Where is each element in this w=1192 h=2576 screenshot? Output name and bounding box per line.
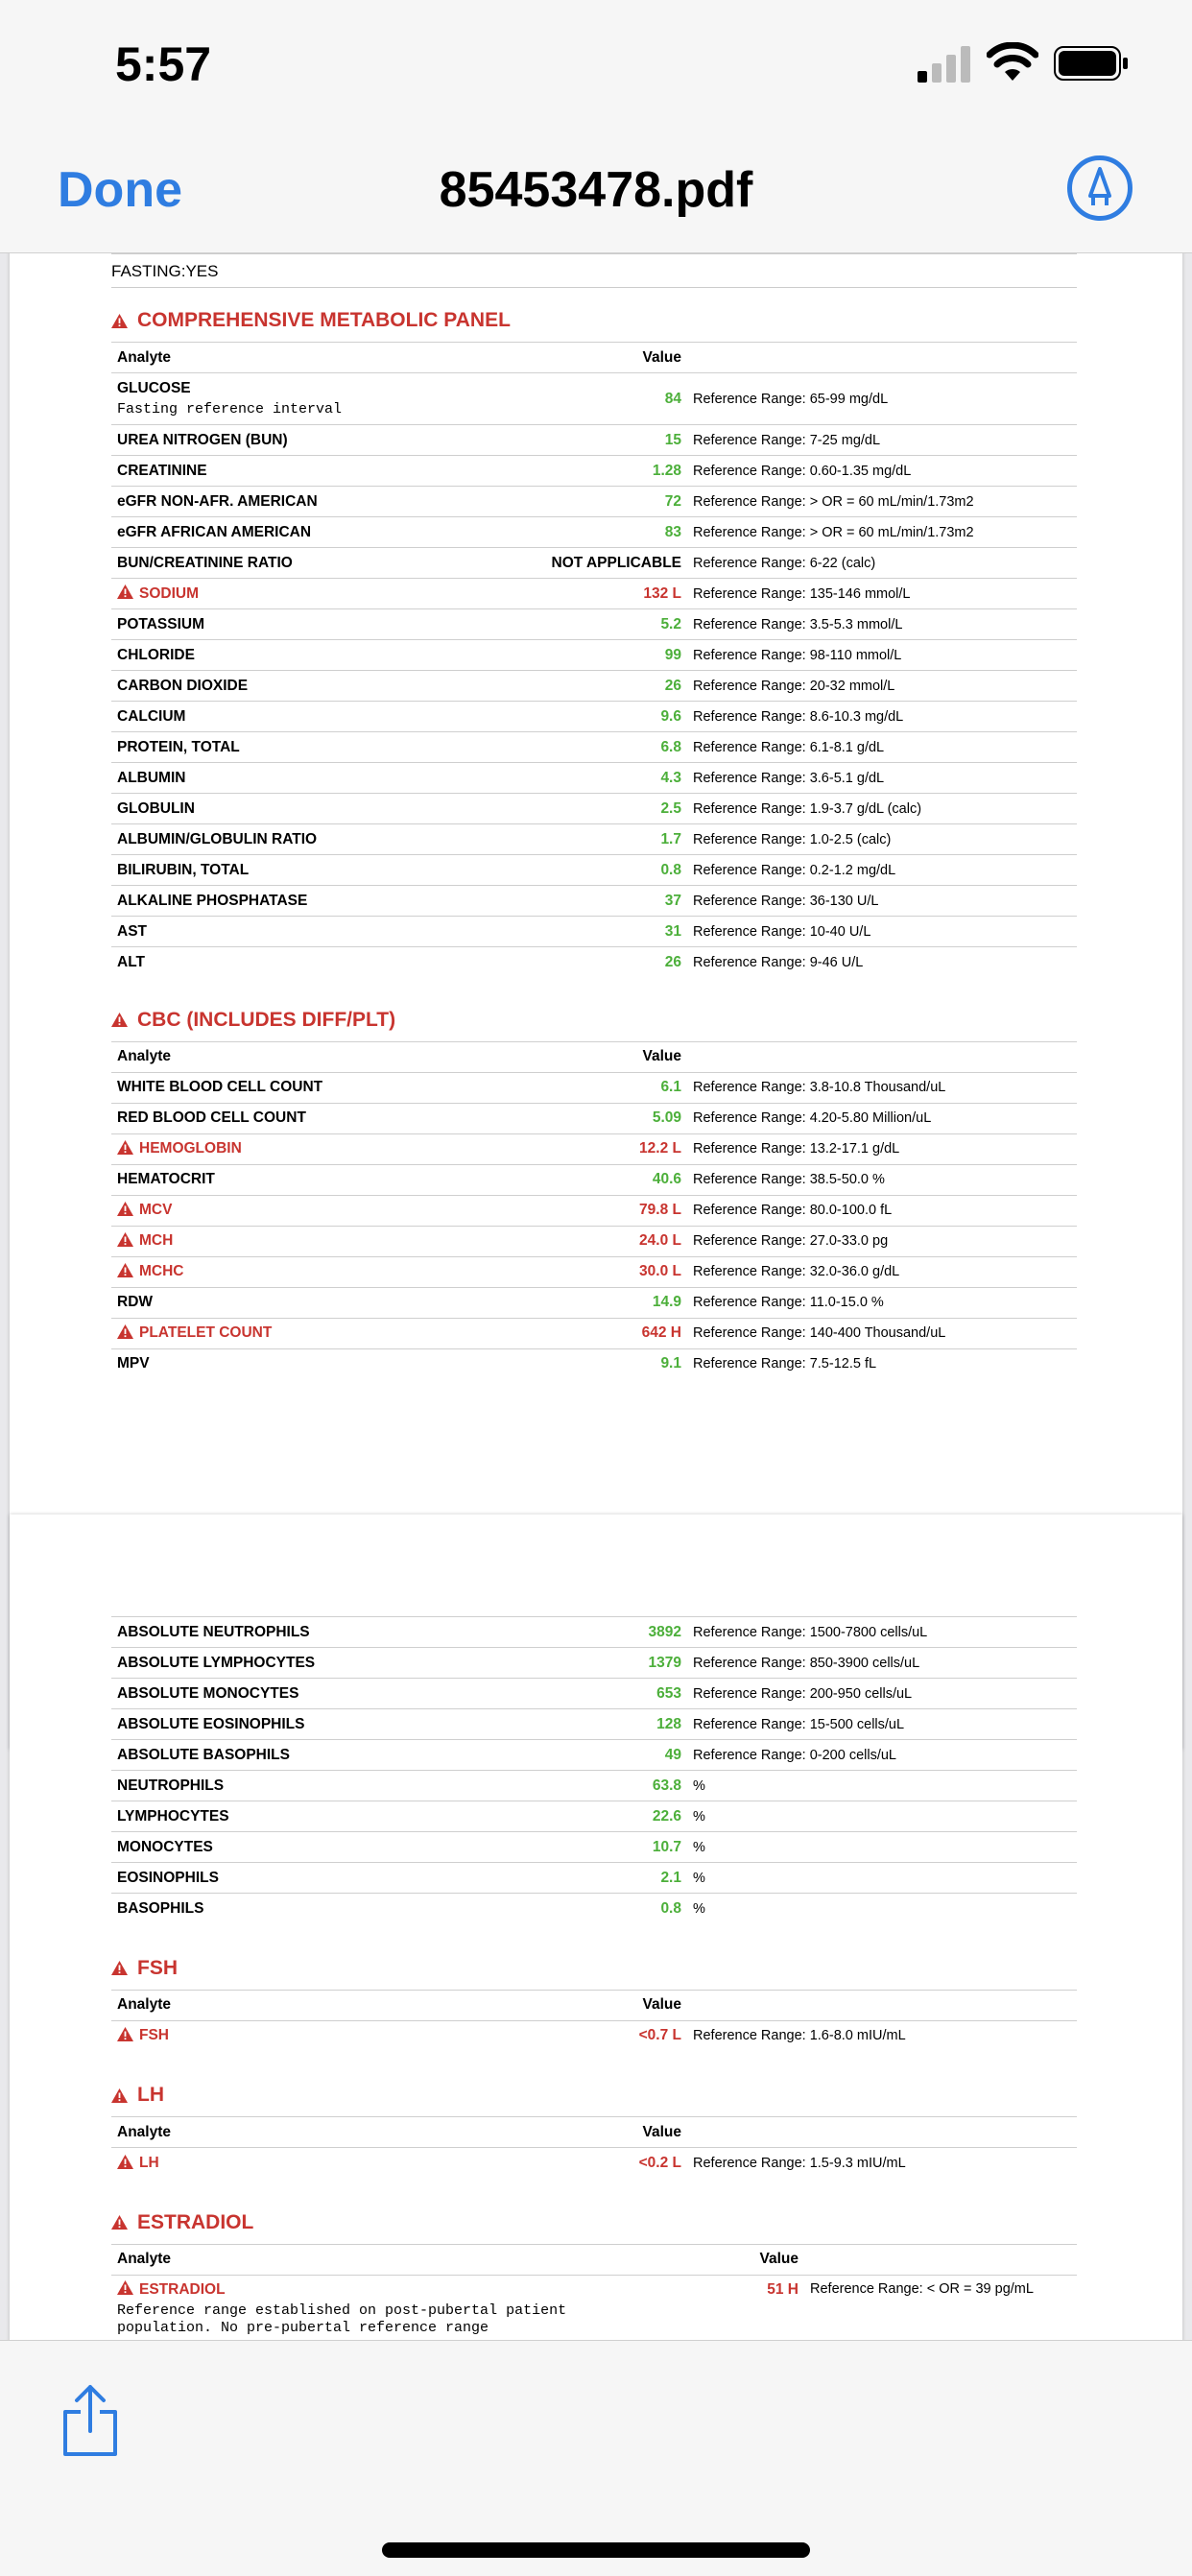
analyte-value: 5.09 [543,1103,687,1133]
reference-range: Reference Range: 4.20-5.80 Million/uL [687,1103,1077,1133]
diff-table [111,1616,1077,1924]
section-title-text: ESTRADIOL [137,2210,254,2233]
reference-range: Reference Range: 1.9-3.7 g/dL (calc) [687,794,1077,824]
col-value: Value [660,2244,804,2275]
analyte-label: LYMPHOCYTES [117,1807,229,1825]
battery-icon [1054,46,1129,81]
reference-range: Reference Range: 36-130 U/L [687,886,1077,917]
col-analyte: Analyte [111,2117,543,2148]
col-value: Value [543,1990,687,2020]
nav-bar [0,134,1192,253]
analyte-value: 49 [543,1740,687,1771]
reference-range: Reference Range: 6-22 (calc) [687,548,1077,579]
analyte-value: 0.8 [543,1894,687,1924]
analyte-value: 30.0 L [543,1256,687,1287]
analyte-label: SODIUM [139,584,199,602]
analyte-label: HEMOGLOBIN [139,1140,242,1157]
table-row [111,1771,1077,1801]
reference-range: Reference Range: 65-99 mg/dL [687,373,1077,425]
analyte-note: Fasting reference interval [117,400,343,417]
warning-triangle-icon [117,1202,133,1216]
cellular-signal-icon [918,46,971,83]
analyte-name [111,548,543,579]
section-estradiol [111,2211,1077,2234]
analyte-value: 4.3 [543,763,687,794]
analyte-value: 63.8 [543,1771,687,1801]
analyte-name [111,517,543,548]
table-row [111,917,1077,947]
analyte-label: RED BLOOD CELL COUNT [117,1109,306,1126]
analyte-label: CHLORIDE [117,646,195,663]
analyte-label: CREATININE [117,462,207,479]
analyte-name [111,917,543,947]
reference-range: % [687,1801,1077,1832]
analyte-name [111,732,543,763]
table-row [111,671,1077,702]
warning-triangle-icon [117,1140,133,1155]
section-title-text: COMPREHENSIVE METABOLIC PANEL [137,309,511,331]
analyte-label: BILIRUBIN, TOTAL [117,861,250,878]
reference-range: Reference Range: 32.0-36.0 g/dL [687,1256,1077,1287]
analyte-name [111,2020,543,2051]
table-row [111,1617,1077,1648]
analyte-value: 24.0 L [543,1226,687,1256]
analyte-name [111,763,543,794]
table-row [111,548,1077,579]
analyte-value: 6.1 [543,1072,687,1103]
analyte-name [111,1195,543,1226]
analyte-value: <0.7 L [543,2020,687,2051]
warning-triangle-icon [117,2280,133,2295]
reference-range: % [687,1832,1077,1863]
table-row [111,1894,1077,1924]
analyte-label: ALBUMIN/GLOBULIN RATIO [117,830,318,847]
table-row [111,947,1077,978]
analyte-name [111,425,543,456]
reference-range: Reference Range: > OR = 60 mL/min/1.73m2 [687,517,1077,548]
table-row [111,2148,1077,2179]
analyte-label: RDW [117,1294,154,1310]
bottom-toolbar [0,2340,1192,2576]
reference-range: % [687,1771,1077,1801]
warning-triangle-icon [117,1232,133,1247]
table-row [111,886,1077,917]
table-row [111,732,1077,763]
reference-range: % [687,1894,1077,1924]
analyte-label: GLOBULIN [117,799,195,817]
reference-range: Reference Range: 10-40 U/L [687,917,1077,947]
analyte-value: 9.1 [543,1348,687,1379]
analyte-name [111,1318,543,1348]
table-row [111,1226,1077,1256]
analyte-label: GLUCOSE [117,379,191,396]
table-row [111,640,1077,671]
analyte-label: ALT [117,953,145,970]
analyte-label: ALBUMIN [117,769,186,786]
table-row [111,1133,1077,1164]
analyte-name [111,1801,543,1832]
analyte-value: <0.2 L [543,2148,687,2179]
analyte-name [111,1226,543,1256]
analyte-value: 3892 [543,1617,687,1648]
section-fsh [111,1957,1077,1980]
reference-range: Reference Range: 1500-7800 cells/uL [687,1617,1077,1648]
table-header-row [111,2244,1077,2275]
analyte-value: 653 [543,1679,687,1709]
analyte-value: 37 [543,886,687,917]
reference-range: Reference Range: 7-25 mg/dL [687,425,1077,456]
table-row [111,579,1077,609]
analyte-name [111,794,543,824]
reference-range: Reference Range: 3.8-10.8 Thousand/uL [687,1072,1077,1103]
analyte-name [111,1348,543,1379]
section-title-text: LH [137,2084,164,2106]
analyte-value: 128 [543,1709,687,1740]
analyte-name [111,2148,543,2179]
reference-range: Reference Range: 7.5-12.5 fL [687,1348,1077,1379]
analyte-name [111,671,543,702]
analyte-name [111,487,543,517]
table-row [111,1103,1077,1133]
analyte-label: ABSOLUTE LYMPHOCYTES [117,1654,316,1671]
analyte-value: 84 [543,373,687,425]
table-row [111,2020,1077,2051]
table-header-row [111,1041,1077,1072]
col-analyte: Analyte [111,1041,543,1072]
analyte-name [111,1256,543,1287]
reference-range: Reference Range: 8.6-10.3 mg/dL [687,702,1077,732]
analyte-name [111,456,543,487]
analyte-label: MONOCYTES [117,1838,213,1855]
analyte-label: BUN/CREATININE RATIO [117,554,293,571]
table-row [111,1256,1077,1287]
reference-range: Reference Range: 1.0-2.5 (calc) [687,824,1077,855]
table-row [111,763,1077,794]
table-row [111,1287,1077,1318]
reference-range: Reference Range: 3.5-5.3 mmol/L [687,609,1077,640]
analyte-name [111,2275,660,2337]
reference-range: Reference Range: 135-146 mmol/L [687,579,1077,609]
analyte-value: NOT APPLICABLE [543,548,687,579]
analyte-name [111,1709,543,1740]
analyte-value: 15 [543,425,687,456]
table-row [111,1709,1077,1740]
reference-range: Reference Range: 140-400 Thousand/uL [687,1318,1077,1348]
warning-triangle-icon [117,1263,133,1277]
reference-range: Reference Range: 38.5-50.0 % [687,1164,1077,1195]
analyte-name [111,1894,543,1924]
col-analyte: Analyte [111,1990,543,2020]
analyte-label: ABSOLUTE EOSINOPHILS [117,1715,305,1732]
analyte-label: eGFR NON-AFR. AMERICAN [117,492,318,510]
analyte-value: 132 L [543,579,687,609]
warning-triangle-icon [111,2088,128,2103]
table-row [111,1164,1077,1195]
table-row [111,1072,1077,1103]
status-bar [0,0,1192,134]
analyte-value: 1.7 [543,824,687,855]
reference-range: Reference Range: 11.0-15.0 % [687,1287,1077,1318]
analyte-name [111,1133,543,1164]
warning-triangle-icon [111,2215,128,2230]
analyte-name [111,1863,543,1894]
analyte-name [111,1740,543,1771]
reference-range: Reference Range: 200-950 cells/uL [687,1679,1077,1709]
analyte-value: 99 [543,640,687,671]
reference-range: Reference Range: 1.6-8.0 mIU/mL [687,2020,1077,2051]
analyte-label: AST [117,922,147,940]
share-icon[interactable] [60,2383,121,2458]
table-row [111,1863,1077,1894]
table-header-row [111,1990,1077,2020]
table-header-row [111,2117,1077,2148]
table-header-row [111,343,1077,373]
analyte-label: ABSOLUTE BASOPHILS [117,1746,290,1763]
col-analyte: Analyte [111,2244,660,2275]
section-lh [111,2084,1077,2107]
analyte-label: EOSINOPHILS [117,1869,219,1886]
analyte-name [111,1072,543,1103]
warning-triangle-icon [117,2027,133,2041]
analyte-value: 9.6 [543,702,687,732]
table-row [111,425,1077,456]
analyte-value: 12.2 L [543,1133,687,1164]
analyte-value: 0.8 [543,855,687,886]
table-row [111,824,1077,855]
markup-button[interactable] [1067,155,1132,221]
analyte-value: 31 [543,917,687,947]
analyte-label: POTASSIUM [117,615,204,632]
wifi-icon [987,42,1038,83]
analyte-value: 26 [543,671,687,702]
table-row [111,855,1077,886]
analyte-label: ABSOLUTE NEUTROPHILS [117,1623,310,1640]
analyte-label: eGFR AFRICAN AMERICAN [117,523,312,540]
table-row [111,609,1077,640]
analyte-value: 642 H [543,1318,687,1348]
analyte-label: LH [139,2154,159,2171]
analyte-value: 83 [543,517,687,548]
reference-range: Reference Range: 80.0-100.0 fL [687,1195,1077,1226]
cbc-table [111,1041,1077,1380]
analyte-label: PROTEIN, TOTAL [117,738,240,755]
reference-range: Reference Range: > OR = 60 mL/min/1.73m2 [687,487,1077,517]
done-button[interactable]: Done [58,162,182,218]
analyte-value: 79.8 L [543,1195,687,1226]
reference-range: Reference Range: 98-110 mmol/L [687,640,1077,671]
section-cbc [111,1009,1077,1032]
analyte-name [111,1832,543,1863]
section-title-text: FSH [137,1956,178,1979]
reference-range: Reference Range: 13.2-17.1 g/dL [687,1133,1077,1164]
analyte-name [111,824,543,855]
analyte-name [111,855,543,886]
reference-range: Reference Range: 27.0-33.0 pg [687,1226,1077,1256]
table-row [111,456,1077,487]
table-row [111,1832,1077,1863]
analyte-name [111,1103,543,1133]
analyte-name [111,609,543,640]
analyte-name [111,886,543,917]
reference-range: Reference Range: 6.1-8.1 g/dL [687,732,1077,763]
analyte-value: 1379 [543,1648,687,1679]
table-row [111,2275,1077,2337]
section-cmp [111,309,1077,332]
analyte-name [111,1771,543,1801]
reference-range: Reference Range: 3.6-5.1 g/dL [687,763,1077,794]
reference-range: % [687,1863,1077,1894]
analyte-name [111,373,543,425]
table-row [111,1648,1077,1679]
analyte-label: BASOPHILS [117,1899,204,1917]
analyte-name [111,702,543,732]
analyte-value: 14.9 [543,1287,687,1318]
table-row [111,373,1077,425]
analyte-label: FSH [139,2027,169,2044]
table-row [111,1348,1077,1379]
analyte-name [111,1164,543,1195]
reference-range: Reference Range: 0-200 cells/uL [687,1740,1077,1771]
analyte-value: 2.5 [543,794,687,824]
analyte-value: 22.6 [543,1801,687,1832]
analyte-label: WHITE BLOOD CELL COUNT [117,1079,323,1095]
analyte-label: MPV [117,1355,150,1372]
reference-range: Reference Range: 0.60-1.35 mg/dL [687,456,1077,487]
home-indicator[interactable] [382,2542,810,2558]
table-row [111,1195,1077,1226]
analyte-value: 6.8 [543,732,687,763]
table-row [111,1801,1077,1832]
table-row [111,1679,1077,1709]
analyte-name [111,1617,543,1648]
warning-triangle-icon [111,314,128,328]
reference-range: Reference Range: 15-500 cells/uL [687,1709,1077,1740]
analyte-name [111,640,543,671]
analyte-label: MCV [139,1202,173,1218]
warning-triangle-icon [117,2155,133,2169]
cmp-table [111,342,1077,978]
warning-triangle-icon [111,1961,128,1975]
analyte-value: 5.2 [543,609,687,640]
table-row [111,702,1077,732]
warning-triangle-icon [111,1013,128,1027]
reference-range: Reference Range: 20-32 mmol/L [687,671,1077,702]
col-value: Value [543,1041,687,1072]
analyte-label: MCHC [139,1263,184,1279]
analyte-value: 2.1 [543,1863,687,1894]
reference-range: Reference Range: 1.5-9.3 mIU/mL [687,2148,1077,2179]
pdf-page-2 [10,1515,1182,2340]
pen-circle-icon [1081,167,1119,209]
section-title-text: CBC (INCLUDES DIFF/PLT) [137,1008,396,1031]
analyte-name [111,579,543,609]
analyte-value: 10.7 [543,1832,687,1863]
analyte-label: NEUTROPHILS [117,1777,225,1794]
analyte-label: PLATELET COUNT [139,1324,273,1341]
reference-range: Reference Range: < OR = 39 pg/mL [804,2275,1077,2337]
fasting-status: FASTING:YES [111,253,1077,288]
table-row [111,1318,1077,1348]
analyte-value: 72 [543,487,687,517]
table-row [111,487,1077,517]
status-time: 5:57 [115,37,212,91]
analyte-value: 26 [543,947,687,978]
table-row [111,794,1077,824]
document-title: 85453478.pdf [439,162,753,218]
fsh-table [111,1990,1077,2052]
estradiol-table [111,2244,1077,2337]
warning-triangle-icon [117,1324,133,1339]
analyte-label: CALCIUM [117,707,186,725]
analyte-name [111,1287,543,1318]
reference-range: Reference Range: 9-46 U/L [687,947,1077,978]
analyte-note: Reference range established on post-pubertal patient population. No pre-pubertal reference range [117,2302,567,2336]
analyte-name [111,1679,543,1709]
analyte-value: 1.28 [543,456,687,487]
analyte-label: UREA NITROGEN (BUN) [117,431,288,448]
analyte-label: ESTRADIOL [139,2280,226,2298]
reference-range: Reference Range: 850-3900 cells/uL [687,1648,1077,1679]
analyte-label: MCH [139,1232,174,1249]
analyte-value: 40.6 [543,1164,687,1195]
analyte-name [111,1648,543,1679]
analyte-label: ALKALINE PHOSPHATASE [117,892,308,909]
reference-range: Reference Range: 0.2-1.2 mg/dL [687,855,1077,886]
table-row [111,1740,1077,1771]
col-value: Value [543,343,687,373]
analyte-name [111,947,543,978]
analyte-label: CARBON DIOXIDE [117,677,249,694]
col-analyte: Analyte [111,343,543,373]
col-value: Value [543,2117,687,2148]
analyte-label: ABSOLUTE MONOCYTES [117,1684,299,1702]
analyte-label: HEMATOCRIT [117,1171,215,1187]
analyte-value: 51 H [660,2275,804,2337]
table-row [111,517,1077,548]
warning-triangle-icon [117,584,133,599]
pdf-viewer[interactable] [0,253,1192,2340]
lh-table [111,2116,1077,2179]
